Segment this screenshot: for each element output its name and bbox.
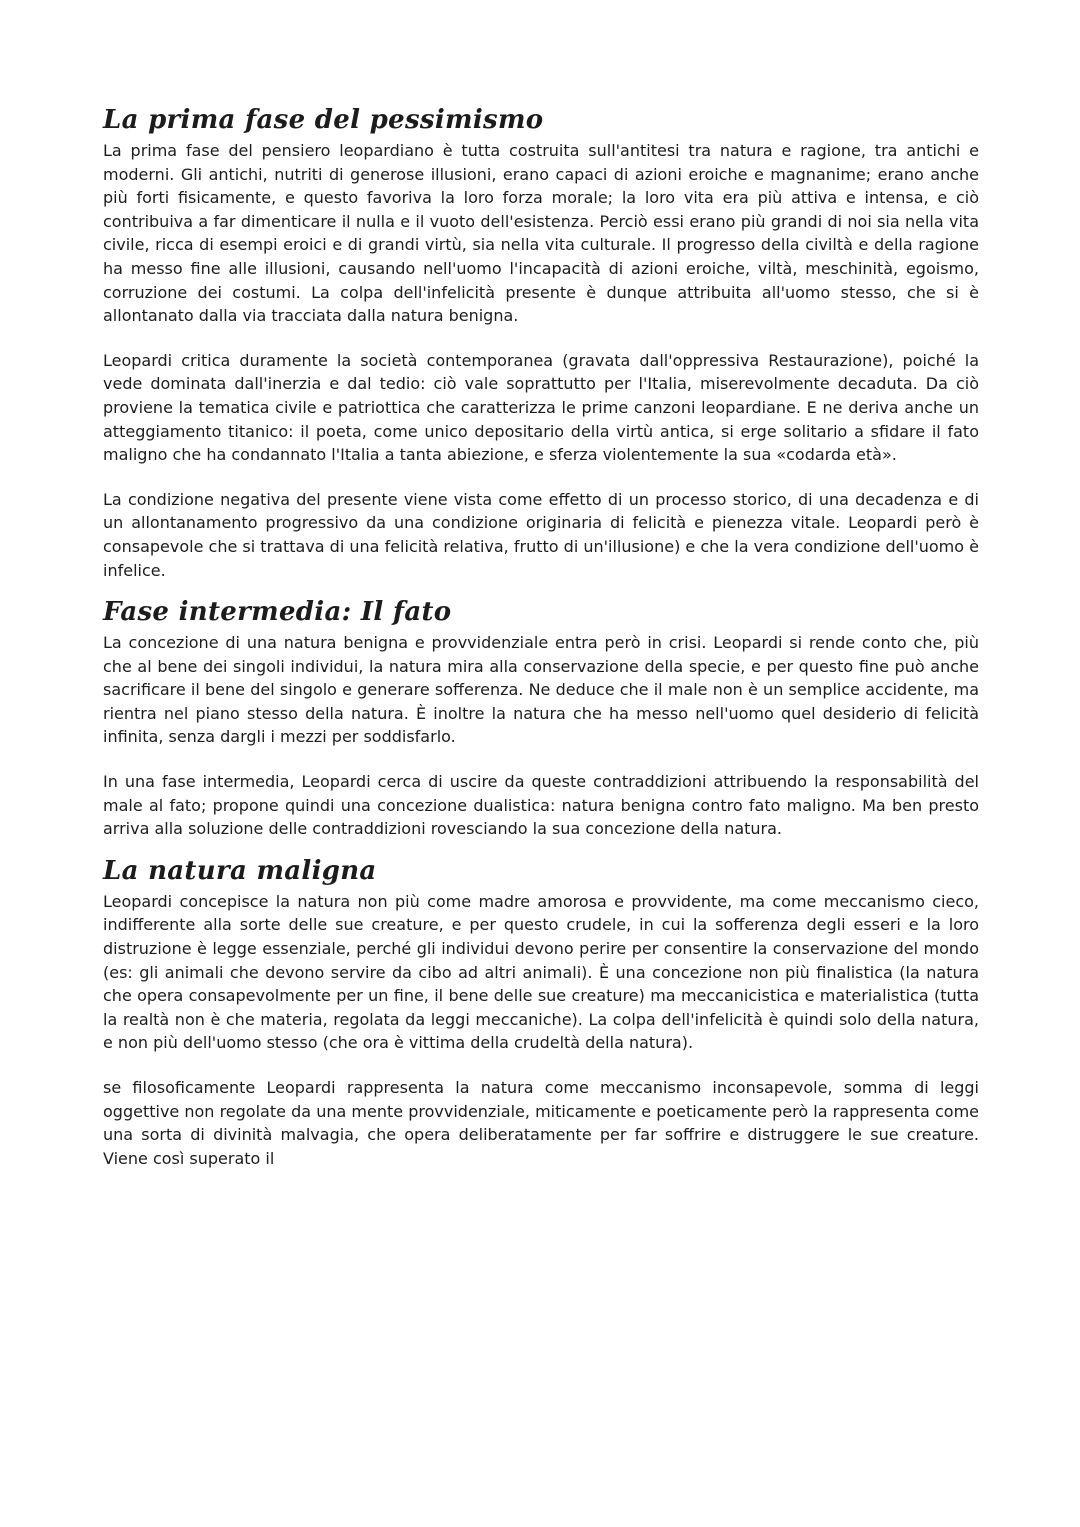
section-heading: Fase intermedia: Il fato — [103, 597, 452, 628]
section-heading: La natura maligna — [103, 855, 377, 886]
paragraph: La concezione di una natura benigna e provvidenziale entra però in crisi. Leopardi si rende conto che, più che al bene dei singoli individui, la natura mira alla conservazione della specie, e per questo fine può anche sacrificare il bene del singolo e generare sofferenza. Ne deduce che il male non è un semplice accidente, ma rientra nel piano stesso della natura. È inoltre la natura che ha messo nell'uomo quel desiderio di felicità infinita, senza dargli i mezzi per soddisfarlo. — [103, 633, 979, 747]
section-prima-fase — [103, 104, 979, 582]
section-heading: La prima fase del pessimismo — [103, 105, 544, 135]
section-fase-intermedia — [103, 596, 979, 841]
paragraph: se filosoficamente Leopardi rappresenta la natura come meccanismo inconsapevole, somma di leggi oggettive non regolate da una mente provvidenziale, miticamente e poeticamente però la rappresenta come una sorta di divinità malvagia, che opera deliberatamente per far soffrire e distruggere le sue creature. Viene così superato il — [103, 1078, 979, 1168]
paragraph: La condizione negativa del presente viene vista come effetto di un processo storico, di una decadenza e di un allontanamento progressivo da una condizione originaria di felicità e pienezza vitale. Leopardi però è consapevole che si trattava di una felicità relativa, frutto di un'illusione) e che la vera condizione dell'uomo è infelice. — [103, 489, 979, 580]
section-natura-maligna — [103, 855, 979, 1171]
paragraph: La prima fase del pensiero leopardiano è tutta costruita sull'antitesi tra natura e ragione, tra antichi e moderni. Gli antichi, nutriti di generose illusioni, erano capaci di azioni eroiche e magnanime; erano anche più forti fisicamente, e questo favoriva la loro forza morale; la loro vita era più attiva e intensa, e ciò contribuiva a far dimenticare il nulla e il vuoto dell'esistenza. Perciò essi erano più grandi di noi sia nella vita civile, ricca di esempi eroici e di grandi virtù, sia nella vita culturale. Il progresso della civiltà e della ragione ha messo fine alle illusioni, causando nell'uomo l'incapacità di azioni eroiche, viltà, meschinità, egoismo, corruzione dei costumi. La colpa dell'infelicità presente è dunque attribuita all'uomo stesso, che si è allontanato dalla via tracciata dalla natura benigna. — [103, 141, 979, 326]
paragraph: Leopardi critica duramente la società contemporanea (gravata dall'oppressiva Restaurazione), poiché la vede dominata dall'inerzia e dal tedio: ciò vale soprattutto per l'Italia, miserevolmente decaduta. Da ciò proviene la tematica civile e patriottica che caratterizza le prime canzoni leopardiane. E ne deriva anche un atteggiamento titanico: il poeta, come unico depositario della virtù antica, si erge solitario a sfidare il fato maligno che ha condannato l'Italia a tanta abiezione, e sferza violentemente la sua «codarda età». — [103, 350, 979, 465]
paragraph: Leopardi concepisce la natura non più come madre amorosa e provvidente, ma come meccanismo cieco, indifferente alla sorte delle sue creature, e per questo crudele, in cui la sofferenza degli esseri e la loro distruzione è legge essenziale, perché gli individui devono perire per consentire la conservazione del mondo (es: gli animali che devono servire da cibo ad altri animali). È una concezione non più finalistica (la natura che opera consapevolmente per un fine, il bene delle sue creature) ma meccanicistica e materialistica (tutta la realtà non è che materia, regolata da leggi meccaniche). La colpa dell'infelicità è quindi solo della natura, e non più dell'uomo stesso (che ora è vittima della crudeltà della natura). — [103, 891, 979, 1053]
paragraph: In una fase intermedia, Leopardi cerca di uscire da queste contraddizioni attribuendo la responsabilità del male al fato; propone quindi una concezione dualistica: natura benigna contro fato maligno. Ma ben presto arriva alla soluzione delle contraddizioni rovesciando la sua concezione della natura. — [103, 772, 979, 839]
document-page — [103, 104, 979, 1170]
